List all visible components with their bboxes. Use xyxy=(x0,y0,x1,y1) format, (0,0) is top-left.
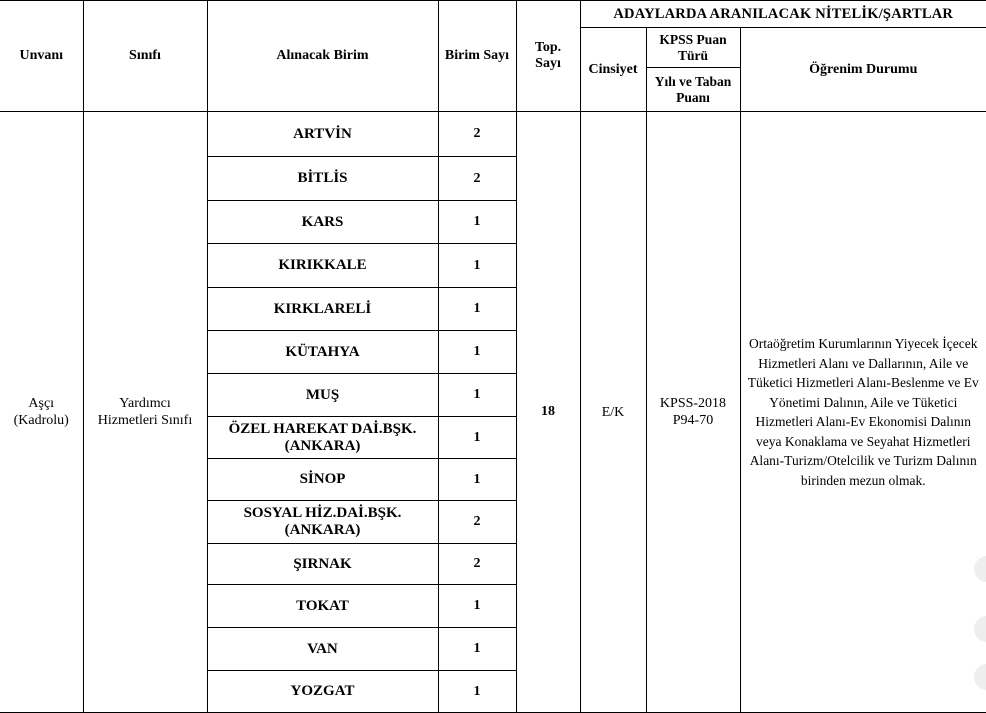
ogrenim-text: Ortaöğretim Kurumlarının Yiyecek İçecek Hizmetleri Alanı ve Dallarının, Aile ve Tüketici Hizmetleri Alanı-Beslenme ve Ev Yönetimi Dalının, Aile ve Tüketici Hizmetleri Alanı-Ev Ekonomisi Dalının veya Konaklama ve Seyahat Hizmetleri Alanı-Turizm/Otelcilik ve Turizm Dalının birinden mezun olmak. xyxy=(747,336,979,488)
cell-cinsiyet xyxy=(580,112,646,713)
cell-birim-sayi: 1 xyxy=(438,671,516,713)
cell-birim: ÖZEL HAREKAT DAİ.BŞK. (ANKARA) xyxy=(207,417,438,459)
cell-birim: BİTLİS xyxy=(207,157,438,201)
sinif-line2: Hizmetleri Sınıfı xyxy=(97,413,193,428)
cell-birim: YOZGAT xyxy=(207,671,438,713)
cell-birim: VAN xyxy=(207,628,438,671)
cell-unvan xyxy=(0,112,83,713)
sinif-line1: Yardımcı xyxy=(119,396,171,411)
cell-top-sayi xyxy=(516,112,580,713)
cell-birim: KIRKLARELİ xyxy=(207,288,438,331)
header-birim-sayi: Birim Sayı xyxy=(438,1,516,112)
cell-ogrenim xyxy=(740,112,986,713)
cell-birim-sayi: 1 xyxy=(438,288,516,331)
cell-birim: ARTVİN xyxy=(207,112,438,157)
header-top-sayi-line1: Top. xyxy=(534,40,562,55)
table-row xyxy=(0,112,986,157)
cell-birim-sayi: 1 xyxy=(438,585,516,628)
cell-birim-sayi: 1 xyxy=(438,417,516,459)
cell-birim: SİNOP xyxy=(207,459,438,501)
cell-birim-sayi: 1 xyxy=(438,331,516,374)
cell-birim: MUŞ xyxy=(207,374,438,417)
cell-birim-sayi: 1 xyxy=(438,374,516,417)
cell-birim-sayi: 1 xyxy=(438,628,516,671)
header-cinsiyet: Cinsiyet xyxy=(580,28,646,112)
header-sinifi: Sınıfı xyxy=(83,1,207,112)
cinsiyet-value: E/K xyxy=(601,404,625,420)
cell-birim-sayi: 1 xyxy=(438,459,516,501)
cell-kpss xyxy=(646,112,740,713)
cell-birim-sayi: 1 xyxy=(438,201,516,244)
cell-birim: ŞIRNAK xyxy=(207,544,438,585)
top-sayi-value: 18 xyxy=(541,404,555,419)
cell-birim: KÜTAHYA xyxy=(207,331,438,374)
cell-birim-sayi: 2 xyxy=(438,544,516,585)
header-nitelik-title: ADAYLARDA ARANILACAK NİTELİK/ŞARTLAR xyxy=(580,1,986,28)
cell-birim: SOSYAL HİZ.DAİ.BŞK. (ANKARA) xyxy=(207,501,438,544)
kpss-line2: P94-70 xyxy=(672,413,714,428)
cell-birim-sayi: 2 xyxy=(438,112,516,157)
cell-birim-sayi: 1 xyxy=(438,244,516,288)
header-top-sayi xyxy=(516,1,580,112)
header-unvan: Unvanı xyxy=(0,1,83,112)
unvan-line2: (Kadrolu) xyxy=(13,413,69,428)
header-top-sayi-line2: Sayı xyxy=(535,56,561,71)
cell-birim-sayi: 2 xyxy=(438,157,516,201)
header-yili-taban: Yılı ve Taban Puanı xyxy=(646,68,740,112)
cell-birim: TOKAT xyxy=(207,585,438,628)
cell-birim-sayi: 2 xyxy=(438,501,516,544)
header-alinacak-birim: Alınacak Birim xyxy=(207,1,438,112)
unvan-line1: Aşçı xyxy=(28,396,55,411)
header-kpss-puan-turu: KPSS Puan Türü xyxy=(646,28,740,68)
cell-birim: KARS xyxy=(207,201,438,244)
cell-sinif xyxy=(83,112,207,713)
cell-birim: KIRIKKALE xyxy=(207,244,438,288)
kpss-line1: KPSS-2018 xyxy=(659,396,727,411)
header-ogrenim-durumu: Öğrenim Durumu xyxy=(740,28,986,112)
